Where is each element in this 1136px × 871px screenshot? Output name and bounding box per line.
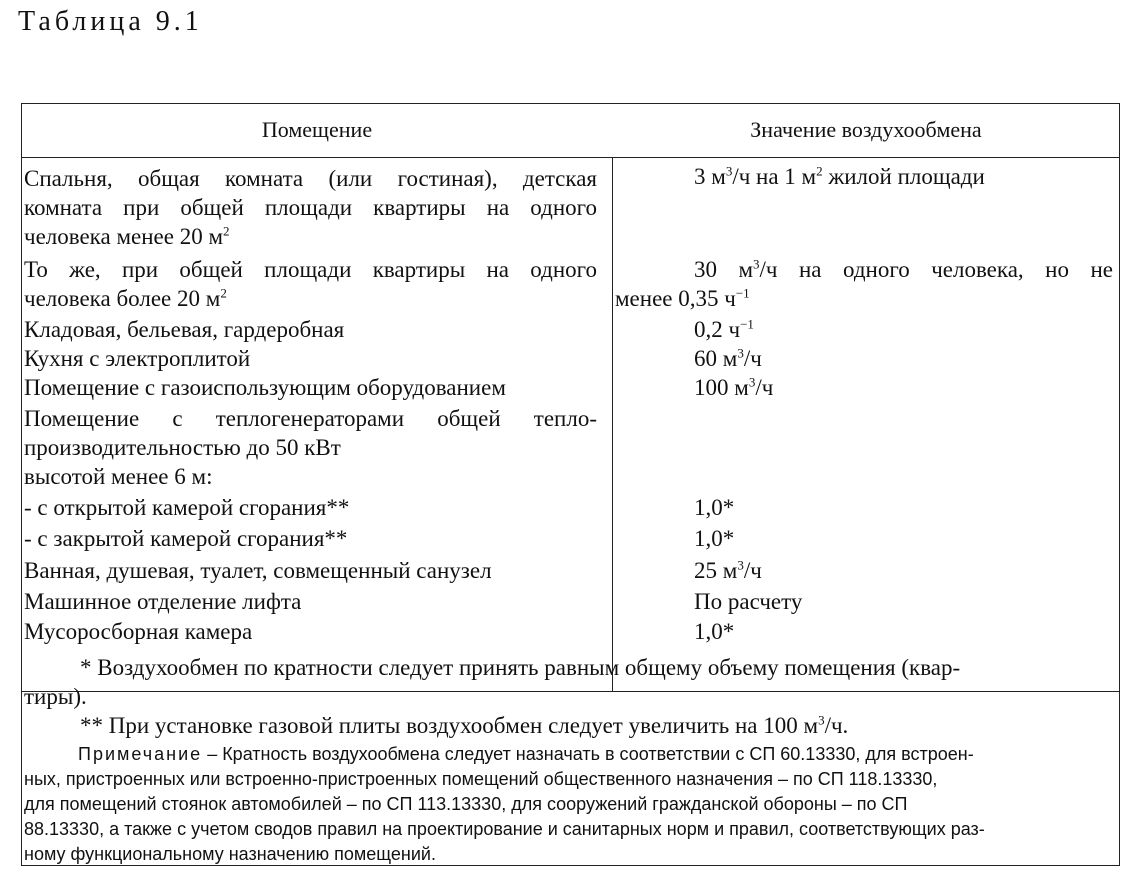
footnote-divider <box>22 691 1119 692</box>
row-kitchen-value: 60 $м^3/ч$ <box>694 345 762 371</box>
row-bedroom-line3: человека менее 20 $м^2$ <box>24 223 230 249</box>
row-heat-generators-line2: производительностью до 50 кВт <box>24 435 341 460</box>
row-storage: Кладовая, бельевая, гардеробная <box>24 317 345 342</box>
row-closed-chamber: - с закрытой камерой сгорания** <box>24 526 348 551</box>
row-open-chamber: - с открытой камерой сгорания** <box>24 495 350 520</box>
row-kitchen: Кухня с электроплитой <box>24 346 251 371</box>
table-caption: Таблица 9.1 <box>18 6 203 37</box>
note-line4: 88.13330, а также с учетом сводов правил на проектирование и санитарных норм и правил, соответствующих раз- <box>24 819 985 839</box>
row-bedroom-line1: Спальня, общая комната (или гостиная), детская <box>24 166 597 191</box>
header-air-exchange: Значение воздухообмена <box>750 117 982 142</box>
row-elevator: Машинное отделение лифта <box>24 589 302 614</box>
row-same-value-line1: 30 $м^3/ч$ на одного человека, но не <box>694 256 1113 282</box>
footnote-1-line2: тиры). <box>24 684 87 709</box>
row-heat-generators-line3: высотой менее 6 м: <box>24 464 213 489</box>
row-same-line1: То же, при общей площади квартиры на одного <box>24 257 597 282</box>
note-line2: ных, пристроенных или встроенно-пристроенных помещений общественного назначения – по СП 118.13330, <box>24 769 938 789</box>
header-room: Помещение <box>261 117 373 142</box>
footnote-1-line1: * Воздухообмен по кратности следует принять равным общему объему помещения (квар- <box>80 655 961 680</box>
column-divider <box>612 157 613 691</box>
row-garbage-value: 1,0* <box>694 619 735 644</box>
row-bedroom-value: 3 $м^3/ч$ на 1 $м^2$ жилой площади <box>694 163 985 189</box>
row-elevator-value: По расчету <box>694 589 803 614</box>
air-exchange-table <box>21 103 1120 866</box>
header-divider <box>22 157 1119 158</box>
footnote-2: ** При установке газовой плиты воздухообмен следует увеличить на 100 $м^3/ч$. <box>80 712 849 738</box>
row-heat-generators-line1: Помещение с теплогенераторами общей тепло- <box>24 406 597 431</box>
row-gas-equipment-value: 100 $м^3/ч$ <box>694 374 774 400</box>
note-line5: ному функциональному назначению помещений. <box>24 844 436 864</box>
row-gas-equipment: Помещение с газоиспользующим оборудованием <box>24 375 506 400</box>
row-same-value-line2: менее 0,35 $ч^{-1}$ <box>615 285 750 311</box>
row-bathroom-value: 25 $м^3/ч$ <box>694 557 762 583</box>
row-storage-value: 0,2 $ч^{-1}$ <box>694 316 754 342</box>
row-same-line2: человека более 20 $м^2$ <box>24 285 227 311</box>
note-line1: Примечание – Кратность воздухообмена следует назначать в соответствии с СП 60.13330, для встроен- <box>78 744 974 764</box>
row-open-chamber-value: 1,0* <box>694 495 735 520</box>
note-line3: для помещений стоянок автомобилей – по СП 113.13330, для сооружений гражданской обороны – по СП <box>24 794 908 814</box>
row-bathroom: Ванная, душевая, туалет, совмещенный санузел <box>24 558 492 583</box>
row-garbage: Мусоросборная камера <box>24 619 253 644</box>
row-bedroom-line2: комната при общей площади квартиры на одного <box>24 195 597 220</box>
row-closed-chamber-value: 1,0* <box>694 526 735 551</box>
